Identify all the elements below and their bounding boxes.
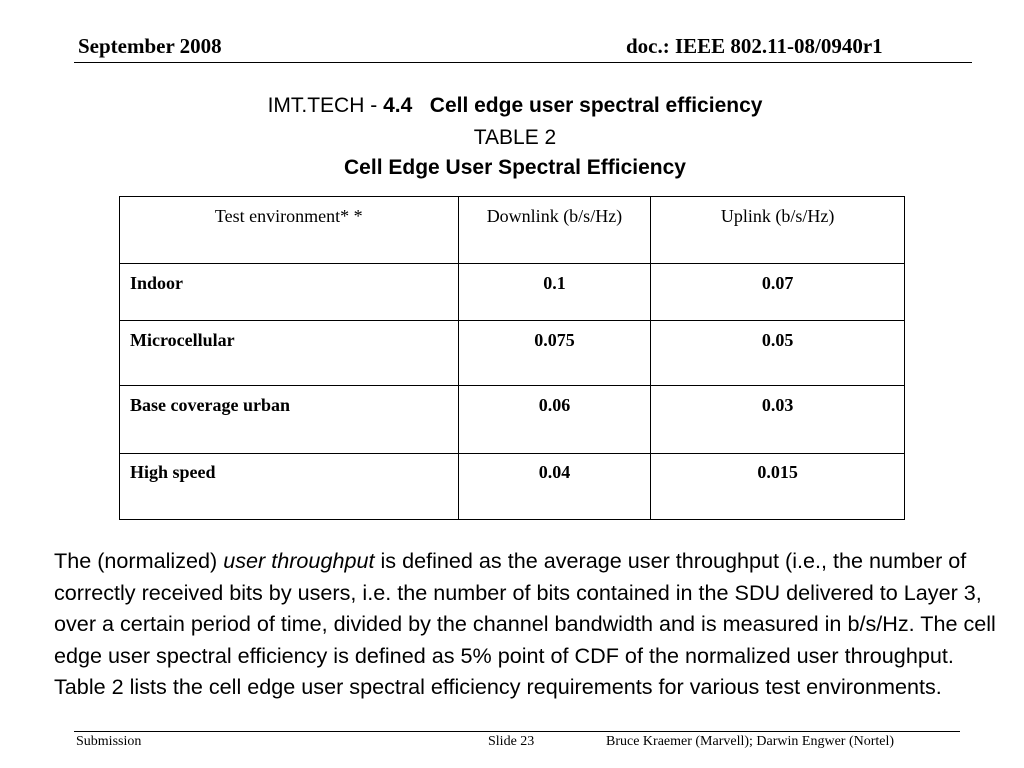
title-prefix: IMT.TECH - <box>267 94 384 117</box>
column-header-uplink: Uplink (b/s/Hz) <box>651 197 905 264</box>
column-header-environment: Test environment* * <box>120 197 459 264</box>
downlink-cell: 0.06 <box>458 386 651 454</box>
table-row <box>120 321 905 386</box>
paragraph-rest: is defined as the average user throughput (i.e., the number of correctly received bits by users, i.e. the number of bits contained in the SDU delivered to Layer 3, over a certain period of time, divided by the channel bandwidth and is measured in b/s/Hz. The cell edge user spectral efficiency is defined as 5% point of CDF of the normalized user throughput. Table 2 lists the cell edge user spectral efficiency requirements for various test environments. <box>54 548 996 699</box>
environment-cell: High speed <box>120 454 459 520</box>
footer-divider <box>74 731 960 732</box>
header-date: September 2008 <box>78 34 222 58</box>
environment-cell: Microcellular <box>120 321 459 386</box>
table-row <box>120 454 905 520</box>
section-number: 4.4 <box>383 94 413 117</box>
column-header-downlink: Downlink (b/s/Hz) <box>458 197 651 264</box>
slide-title <box>0 94 1024 118</box>
uplink-cell: 0.015 <box>651 454 905 520</box>
table-label: TABLE 2 <box>473 126 557 149</box>
footer-submission: Submission <box>76 734 142 749</box>
paragraph-emphasis: user throughput <box>223 548 375 573</box>
uplink-cell: 0.07 <box>651 264 905 321</box>
table-row <box>120 386 905 454</box>
header-divider <box>74 62 972 63</box>
spectral-efficiency-table <box>119 196 905 520</box>
section-title: Cell edge user spectral efficiency <box>429 94 763 117</box>
paragraph-lead: The (normalized) <box>54 548 224 573</box>
downlink-cell: 0.1 <box>458 264 651 321</box>
uplink-cell: 0.05 <box>651 321 905 386</box>
table-header-row <box>120 197 905 264</box>
environment-cell: Base coverage urban <box>120 386 459 454</box>
downlink-cell: 0.04 <box>458 454 651 520</box>
footer-authors: Bruce Kraemer (Marvell); Darwin Engwer (Nortel) <box>606 734 895 749</box>
environment-cell: Indoor <box>120 264 459 321</box>
table-title: Cell Edge User Spectral Efficiency <box>344 156 686 179</box>
definition-paragraph <box>54 545 1004 703</box>
footer-slide-number: Slide 23 <box>488 734 535 749</box>
uplink-cell: 0.03 <box>651 386 905 454</box>
downlink-cell: 0.075 <box>458 321 651 386</box>
header-doc-id: doc.: IEEE 802.11-08/0940r1 <box>626 34 883 58</box>
table-row <box>120 264 905 321</box>
